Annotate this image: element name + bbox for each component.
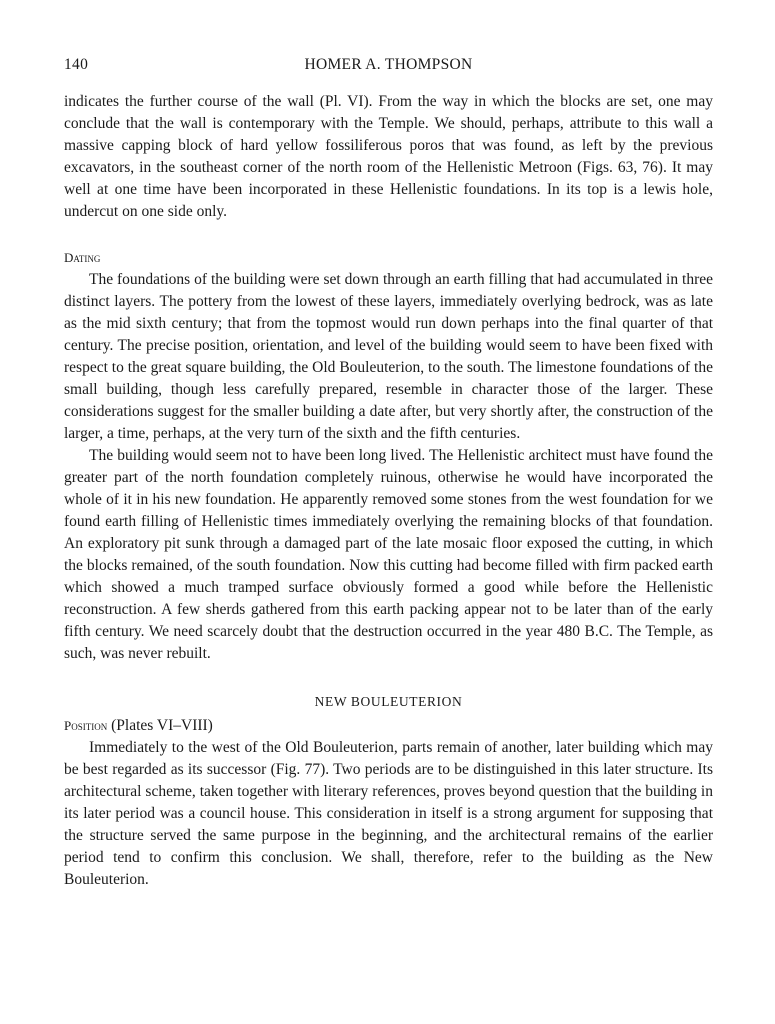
position-paragraph: Immediately to the west of the Old Bouleuterion, parts remain of another, later building which may be best regarded as its successor (Fig. 77). Two periods are to be distinguished in this later structure. Its architectural scheme, taken together with literary references, proves beyond question that the building in its later period was a council house. This consideration in itself is a strong argument for supposing that the structure served the same purpose in the beginning, and the architectural remains of the earlier period tend to confirm this conclusion. We shall, therefore, refer to the building as the New Bouleuterion. — [64, 739, 713, 888]
position-plates-reference: (Plates VI–VIII) — [111, 717, 213, 734]
page — [64, 56, 713, 891]
dating-paragraph-1: The foundations of the building were set down through an earth filling that had accumulated in three distinct layers. The pottery from the lowest of these layers, immediately overlying bedrock, was as late as the mid sixth century; that from the topmost would run down perhaps into the final quarter of that century. The precise position, orientation, and level of the building would seem to have been fixed with respect to the great square building, the Old Bouleuterion, to the south. The limestone foundations of the small building, though less carefully prepared, resemble in character those of the larger. These considerations suggest for the smaller building a date after, but very shortly after, the construction of the larger, a time, perhaps, at the very turn of the sixth and the fifth centuries. — [64, 271, 713, 442]
dating-paragraph-2: The building would seem not to have been long lived. The Hellenistic architect must have found the greater part of the north foundation completely ruinous, otherwise he would have incorporated the whole of it in his new foundation. He apparently removed some stones from the west foundation for we found earth filling of Hellenistic times immediately overlying the remaining blocks of that foundation. An exploratory pit sunk through a damaged part of the late mosaic floor exposed the cutting, in which the blocks remained, of the south foundation. Now this cutting had become filled with firm packed earth which showed a much tramped surface obviously formed a good while before the Hellenistic reconstruction. A few sherds gathered from this earth packing appear not to be later than of the early fifth century. We need scarcely doubt that the destruction occurred in the year 480 B.C. The Temple, as such, was never rebuilt. — [64, 447, 713, 662]
position-heading-label: Position — [64, 718, 108, 733]
page-number: 140 — [64, 56, 89, 73]
intro-paragraph: indicates the further course of the wall (Pl. VI). From the way in which the blocks are set, one may conclude that the wall is contemporary with the Temple. We should, perhaps, attribute to this wall a massive capping block of hard yellow fossiliferous poros that was found, as left by the previous excavators, in the southeast corner of the north room of the Hellenistic Metroon (Figs. 63, 76). It may well at one time have been incorporated in these Hellenistic foundations. In its top is a lewis hole, undercut on one side only. — [64, 93, 713, 220]
section-title-new-bouleuterion: NEW BOULEUTERION — [314, 694, 463, 709]
position-heading — [64, 715, 713, 737]
dating-heading: Dating — [64, 250, 101, 265]
running-head — [64, 56, 713, 80]
running-title: HOMER A. THOMPSON — [304, 56, 473, 73]
